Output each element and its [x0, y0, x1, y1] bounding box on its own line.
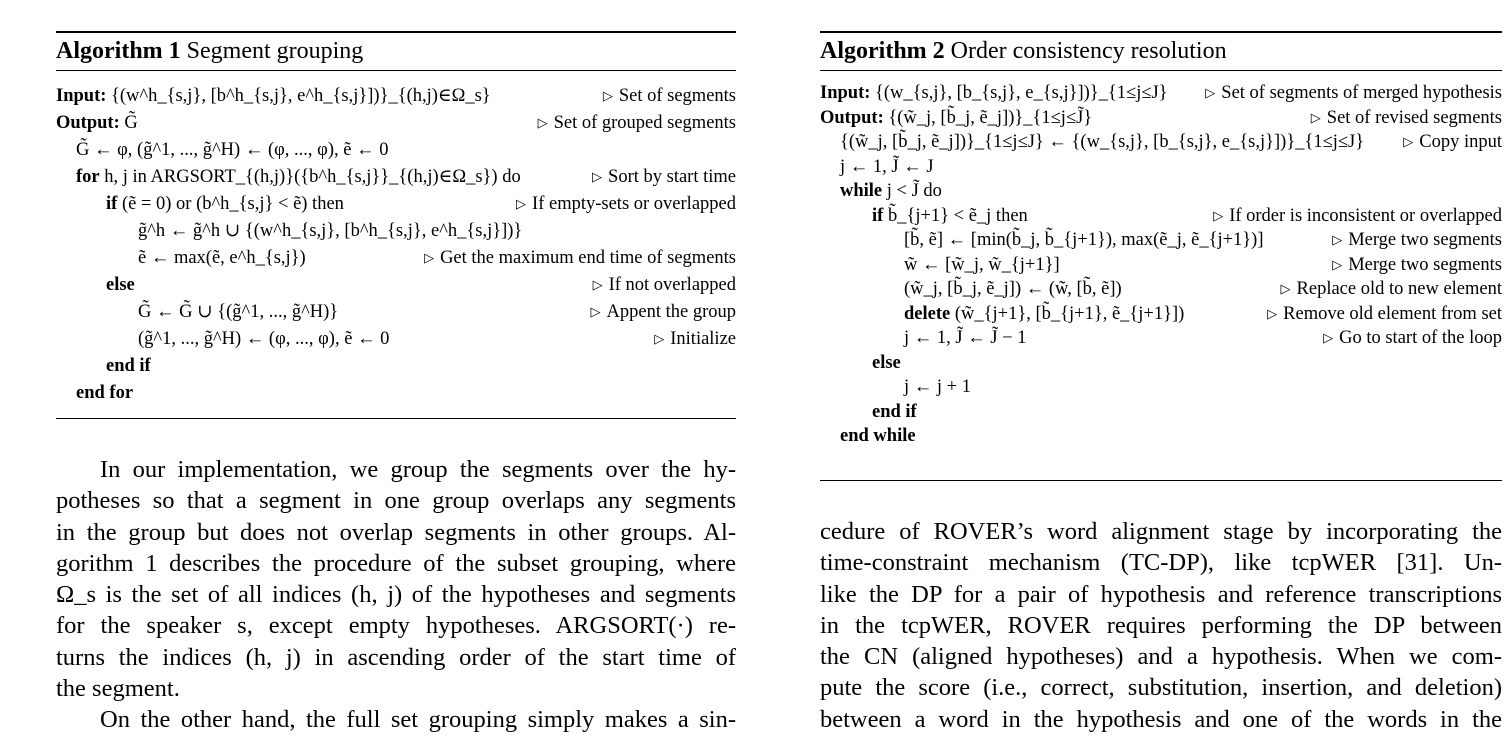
algorithm-line: [56, 164, 736, 190]
algorithm-line: [56, 137, 736, 163]
algorithm-code: Input: {(w_{s,j}, [b_{s,j}, e_{s,j}])}_{1≤j≤J}: [820, 83, 1168, 103]
algorithm-code: Output: {(w̃_j, [b̃_j, ẽ_j])}_{1≤j≤J̃}: [820, 107, 1093, 128]
algorithm-line: [56, 218, 736, 244]
paragraph-line: gorithm 1 describes the procedure of the subset grouping, where: [56, 549, 736, 577]
algorithm-code: g̃^h ← g̃^h ∪ {(w^h_{s,j}, [b^h_{s,j}, e^h_{s,j}])}: [138, 221, 523, 241]
algorithm-code: j ← j + 1: [904, 377, 971, 397]
paragraph-line: cedure of ROVER’s word alignment stage by incorporating the: [820, 518, 1502, 545]
algorithm-code: [b̃, ẽ] ← [min(b̃_j, b̃_{j+1}), max(ẽ_j, ẽ_{j+1})]: [904, 230, 1264, 250]
algorithm-code: w̃ ← [w̃_j, w̃_{j+1}]: [904, 254, 1060, 275]
comment-text: Appent the group: [606, 302, 736, 322]
algorithm-code: j ← 1, J̃ ← J̃ − 1: [904, 328, 1027, 348]
algorithm-comment: [538, 110, 736, 137]
algorithm-1-box: [56, 31, 736, 419]
algorithm-comment: [1323, 325, 1502, 352]
algorithm-line: [820, 154, 1502, 180]
algorithm-line: [820, 350, 1502, 376]
algorithm-line: [56, 299, 736, 325]
algorithm-comment: [516, 191, 736, 218]
algorithm-2-number: Algorithm 2: [820, 38, 945, 64]
comment-triangle-icon: ▷: [1267, 305, 1278, 321]
algorithm-code: if b̃_{j+1} < ẽ_j then: [872, 205, 1028, 226]
algorithm-code: Input: {(w^h_{s,j}, [b^h_{s,j}, e^h_{s,j}])}_{(h,j)∈Ω_s}: [56, 86, 491, 106]
algorithm-line: [56, 110, 736, 136]
comment-text: Set of revised segments: [1326, 107, 1502, 128]
paragraph-line: the CN (aligned hypotheses) and a hypothesis. When we com-: [820, 643, 1502, 671]
comment-triangle-icon: ▷: [516, 196, 527, 211]
comment-triangle-icon: ▷: [1403, 134, 1414, 149]
comment-text: Sort by start time: [608, 167, 736, 187]
algorithm-1-number: Algorithm 1: [56, 38, 181, 64]
comment-text: Set of grouped segments: [553, 113, 736, 133]
algorithm-comment: [603, 83, 736, 110]
comment-triangle-icon: ▷: [1280, 281, 1291, 296]
algorithm-comment: [593, 272, 736, 299]
comment-text: Copy input: [1419, 132, 1502, 152]
paragraph-line: in the group but does not overlap segments in other groups. Al-: [56, 518, 736, 546]
comment-triangle-icon: ▷: [602, 88, 613, 103]
comment-text: Go to start of the loop: [1339, 328, 1502, 348]
algorithm-line: [820, 178, 1502, 204]
algorithm-code: G̃ ← G̃ ∪ {(g̃^1, ..., g̃^H)}: [138, 302, 339, 322]
algorithm-comment: [591, 299, 736, 326]
comment-triangle-icon: ▷: [592, 169, 603, 184]
comment-triangle-icon: ▷: [1332, 256, 1343, 272]
comment-text: Remove old element from set: [1283, 303, 1502, 324]
algorithm-comment: [424, 245, 736, 272]
paragraph-line: the segment.: [56, 675, 180, 703]
algorithm-code: G̃ ← φ, (g̃^1, ..., g̃^H) ← (φ, ..., φ), ẽ ← 0: [76, 140, 389, 160]
algorithm-comment: [592, 164, 736, 191]
algorithm-line: [820, 203, 1502, 229]
paragraph-line: like the DP for a pair of hypothesis and reference transcriptions: [820, 580, 1502, 608]
algorithm-code: while j < J̃ do: [840, 181, 942, 201]
algorithm-line: [820, 105, 1502, 131]
comment-triangle-icon: ▷: [424, 250, 435, 265]
algorithm-code: end while: [840, 426, 916, 446]
algorithm-comment: [1267, 301, 1502, 328]
comment-triangle-icon: ▷: [590, 304, 601, 319]
comment-text: Merge two segments: [1348, 230, 1502, 250]
algorithm-2-header: [820, 33, 1502, 71]
algorithm-code: (g̃^1, ..., g̃^H) ← (φ, ..., φ), ẽ ← 0: [138, 329, 390, 349]
algorithm-code: else: [872, 352, 901, 373]
comment-text: Set of segments: [618, 86, 736, 106]
algorithm-code: end if: [106, 356, 151, 376]
comment-text: If not overlapped: [608, 275, 736, 295]
algorithm-comment: [1403, 129, 1502, 156]
comment-text: Merge two segments: [1348, 254, 1502, 275]
algorithm-comment: [1311, 105, 1502, 132]
algorithm-line: [56, 380, 736, 406]
algorithm-line: [56, 245, 736, 271]
algorithm-comment: [1332, 227, 1502, 254]
algorithm-code: else: [106, 275, 135, 295]
algorithm-line: [56, 326, 736, 352]
algorithm-line: [820, 325, 1502, 351]
algorithm-2-title: Order consistency resolution: [950, 38, 1227, 64]
algorithm-line: [56, 191, 736, 217]
algorithm-line: [820, 129, 1502, 155]
comment-triangle-icon: ▷: [1323, 330, 1334, 345]
algorithm-1-header: [56, 33, 736, 71]
algorithm-code: Output: G̃: [56, 113, 138, 133]
comment-triangle-icon: ▷: [537, 115, 548, 130]
algorithm-code: {(w̃_j, [b̃_j, ẽ_j])}_{1≤j≤J} ← {(w_{s,j}, [b_{s,j}, e_{s,j}])}_{1≤j≤J}: [840, 132, 1365, 152]
algorithm-comment: [1281, 276, 1502, 303]
comment-triangle-icon: ▷: [654, 331, 665, 346]
algorithm-line: [820, 301, 1502, 327]
algorithm-line: [820, 423, 1502, 449]
comment-text: Get the maximum end time of segments: [440, 248, 736, 268]
comment-triangle-icon: ▷: [592, 277, 603, 292]
paragraph-line: for the speaker s, except empty hypotheses. ARGSORT(·) re-: [56, 612, 736, 640]
algorithm-comment: [1332, 252, 1502, 279]
algorithm-line: [820, 374, 1502, 400]
algorithm-code: (w̃_j, [b̃_j, ẽ_j]) ← (w̃, [b̃, ẽ]): [904, 279, 1122, 299]
body-paragraph-left: [56, 454, 736, 736]
comment-text: Replace old to new element: [1296, 279, 1502, 299]
algorithm-comment: [1213, 203, 1502, 230]
algorithm-line: [820, 227, 1502, 253]
paragraph-line: between a word in the hypothesis and one of the words in the: [820, 705, 1502, 733]
algorithm-line: [820, 80, 1502, 106]
algorithm-line: [820, 252, 1502, 278]
algorithm-line: [820, 399, 1502, 425]
algorithm-code: if (ẽ = 0) or (b^h_{s,j} < ẽ) then: [106, 194, 344, 214]
paragraph-line: On the other hand, the full set grouping simply makes a sin-: [100, 706, 736, 734]
algorithm-comment: [654, 326, 736, 353]
algorithm-line: [820, 276, 1502, 302]
paragraph-line: Ω_s is the set of all indices (h, j) of the hypotheses and segments: [56, 581, 736, 609]
algorithm-code: j ← 1, J̃ ← J: [840, 156, 934, 177]
algorithm-code: ẽ ← max(ẽ, e^h_{s,j}): [138, 248, 306, 268]
algorithm-line: [56, 83, 736, 109]
comment-text: If order is inconsistent or overlapped: [1229, 205, 1502, 226]
comment-text: If empty-sets or overlapped: [532, 194, 736, 214]
algorithm-2-box: [820, 31, 1502, 481]
algorithm-code: delete (w̃_{j+1}, [b̃_{j+1}, ẽ_{j+1}]): [904, 303, 1185, 324]
algorithm-code: for h, j in ARGSORT_{(h,j)}({b^h_{s,j}}_{(h,j)∈Ω_s}) do: [76, 167, 521, 187]
paragraph-line: pute the score (i.e., correct, substitution, insertion, and deletion): [820, 674, 1502, 702]
comment-triangle-icon: ▷: [1205, 85, 1216, 100]
paragraph-line: time-constraint mechanism (TC-DP), like tcpWER [31]. Un-: [820, 549, 1502, 577]
comment-text: Set of segments of merged hypothesis: [1221, 83, 1502, 103]
algorithm-line: [56, 272, 736, 298]
comment-triangle-icon: ▷: [1332, 232, 1343, 247]
algorithm-code: end for: [76, 383, 134, 403]
paragraph-line: potheses so that a segment in one group overlaps any segments: [56, 487, 736, 515]
algorithm-comment: [1205, 80, 1502, 107]
comment-triangle-icon: ▷: [1310, 109, 1321, 125]
paragraph-line: In our implementation, we group the segments over the hy-: [100, 456, 736, 483]
algorithm-1-title: Segment grouping: [186, 38, 364, 64]
paragraph-line: in the tcpWER, ROVER requires performing the DP between: [820, 611, 1502, 639]
body-paragraph-right: [820, 516, 1502, 735]
algorithm-line: [56, 353, 736, 379]
comment-triangle-icon: ▷: [1213, 207, 1224, 223]
algorithm-code: end if: [872, 401, 917, 422]
comment-text: Initialize: [670, 329, 736, 349]
paragraph-line: turns the indices (h, j) in ascending order of the start time of: [56, 643, 736, 671]
